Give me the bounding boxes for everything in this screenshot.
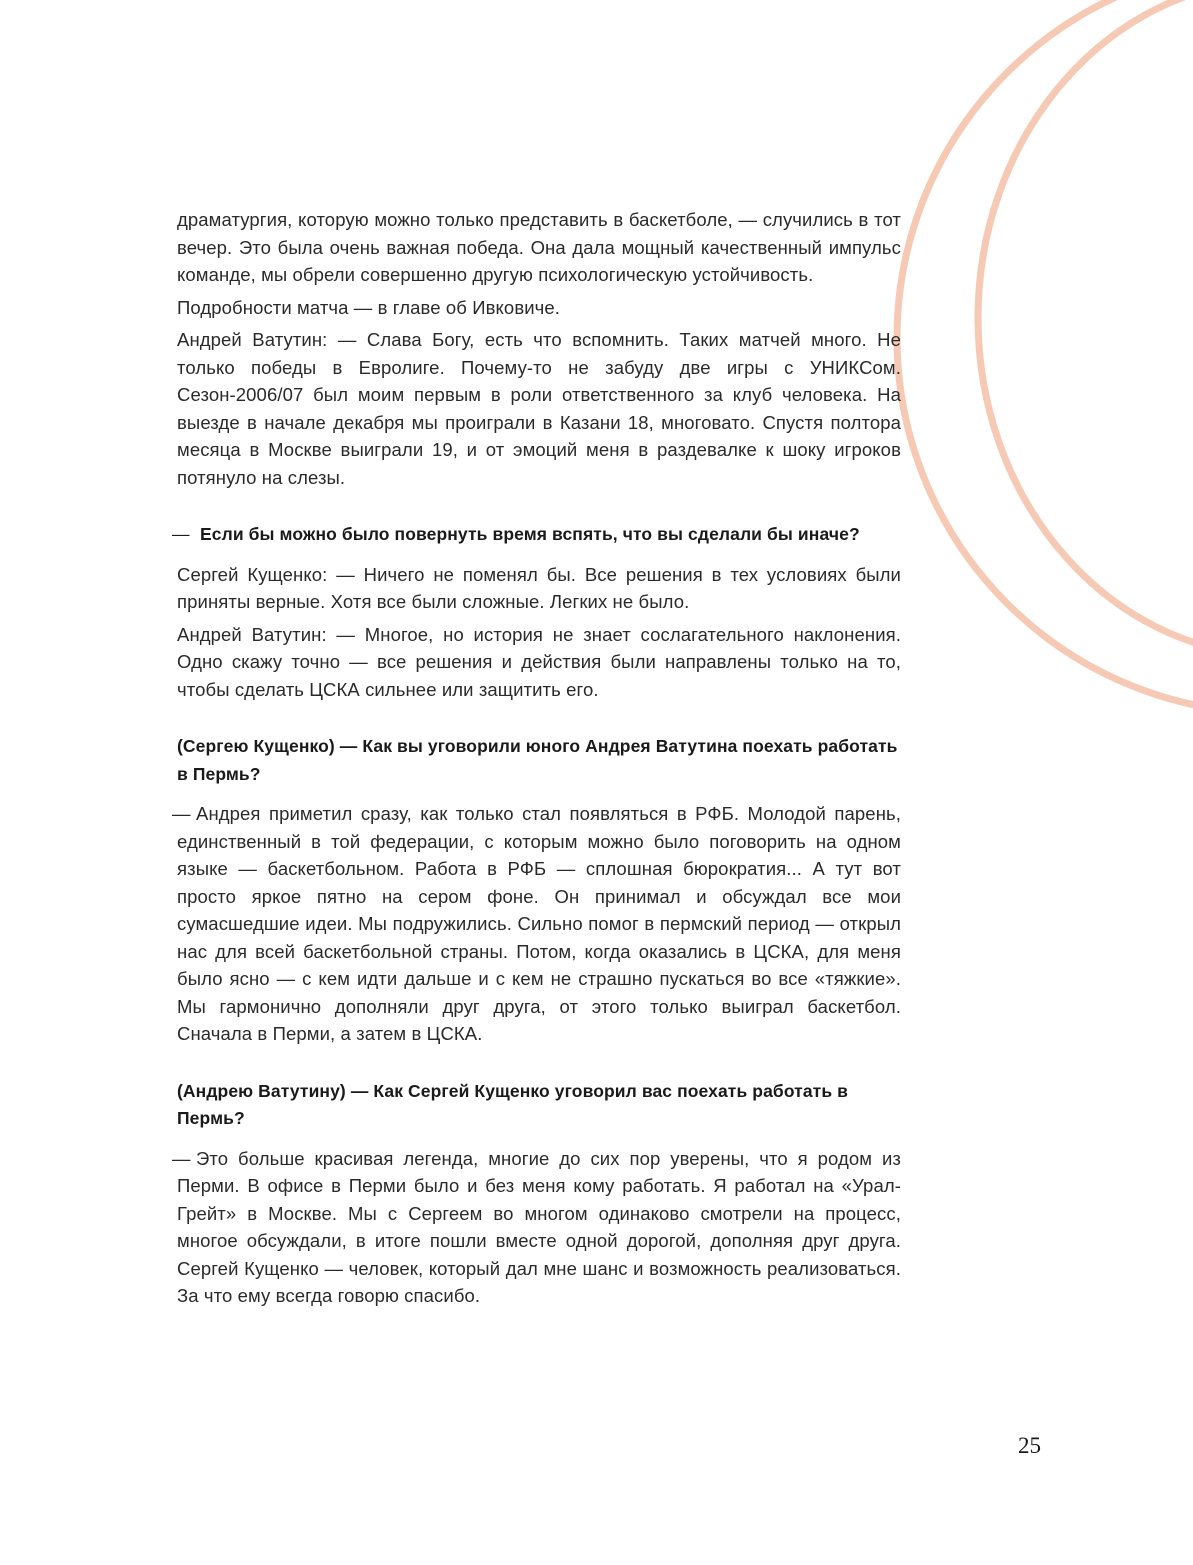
question-text: Если бы можно было повернуть время вспять, что вы сделали бы иначе? bbox=[200, 524, 860, 544]
decorative-circle-outer bbox=[897, 0, 1193, 713]
question-heading: (Сергею Кущенко) — Как вы уговорили юного Андрея Ватутина поехать работать в Пермь? bbox=[177, 736, 898, 784]
answer-text: Это больше красивая легенда, многие до сих пор уверены, что я родом из Перми. В офисе в Перми было и без меня кому работать. Я работал на «Урал-Грейт» в Москве. Мы с Сергеем во многом одинаково смотрели на процесс, многое обсуждали, в итоге пошли вместе одной дорогой, дополняя друг друга. Сергей Кущенко — человек, который дал мне шанс и возможность реализоваться. За что ему всегда говорю спасибо. bbox=[177, 1147, 901, 1306]
answer-dash: — bbox=[172, 1147, 191, 1169]
answer-paragraph: Сергей Кущенко: — Ничего не поменял бы. Все решения в тех условиях были приняты верные. Хотя все были сложные. Легких не было. bbox=[177, 563, 901, 612]
answer-paragraph bbox=[172, 1145, 901, 1310]
question-heading bbox=[172, 521, 901, 549]
question-heading: (Андрею Ватутину) — Как Сергей Кущенко уговорил вас поехать работать в Пермь? bbox=[177, 1080, 849, 1128]
paragraph: драматургия, которую можно только представить в баскетболе, — случились в тот вечер. Это была очень важная победа. Она дала мощный качественный импульс команде, мы обрели совершенно другую психологическую устойчивость. bbox=[177, 209, 901, 285]
answer-dash: — bbox=[172, 803, 191, 824]
answer-paragraph bbox=[172, 800, 901, 1048]
decorative-circle-inner bbox=[978, 0, 1193, 656]
paragraph: Подробности матча — в главе об Ивковиче. bbox=[177, 296, 561, 318]
paragraph: Андрей Ватутин: — Слава Богу, есть что вспомнить. Таких матчей много. Не только победы в Евролиге. Почему-то не забуду две игры с УНИКСом. Сезон-2006/07 был моим первым в роли ответственного за клуб человека. На выезде в начале декабря мы проиграли в Казани 18, многовато. Спустя полтора месяца в Москве выиграли 19, и от эмоций меня в раздевалке к шоку игроков потянуло на слезы. bbox=[177, 329, 901, 488]
page-number: 25 bbox=[1018, 1433, 1041, 1458]
answer-paragraph: Андрей Ватутин: — Многое, но история не знает сослагательного наклонения. Одно скажу точно — все решения и действия были направлены только на то, чтобы сделать ЦСКА сильнее или защитить его. bbox=[177, 623, 901, 700]
page-body bbox=[172, 206, 901, 1315]
answer-text: Андрея приметил сразу, как только стал появляться в РФБ. Молодой парень, единственный в той федерации, с которым можно было поговорить на одном языке — баскетбольном. Работа в РФБ — сплошная бюрократия... А тут вот просто яркое пятно на сером фоне. Он принимал и обсуждал все мои сумасшедшие идеи. Мы подружились. Сильно помог в пермский период — открыл нас для всей баскетбольной страны. Потом, когда оказались в ЦСКА, для меня было ясно — с кем идти дальше и с кем не страшно пускаться во все «тяжкие». Мы гармонично дополняли друг друга, от этого только выиграл баскетбол. Сначала в Перми, а затем в ЦСКА. bbox=[177, 803, 901, 1044]
question-dash: — bbox=[172, 524, 190, 544]
